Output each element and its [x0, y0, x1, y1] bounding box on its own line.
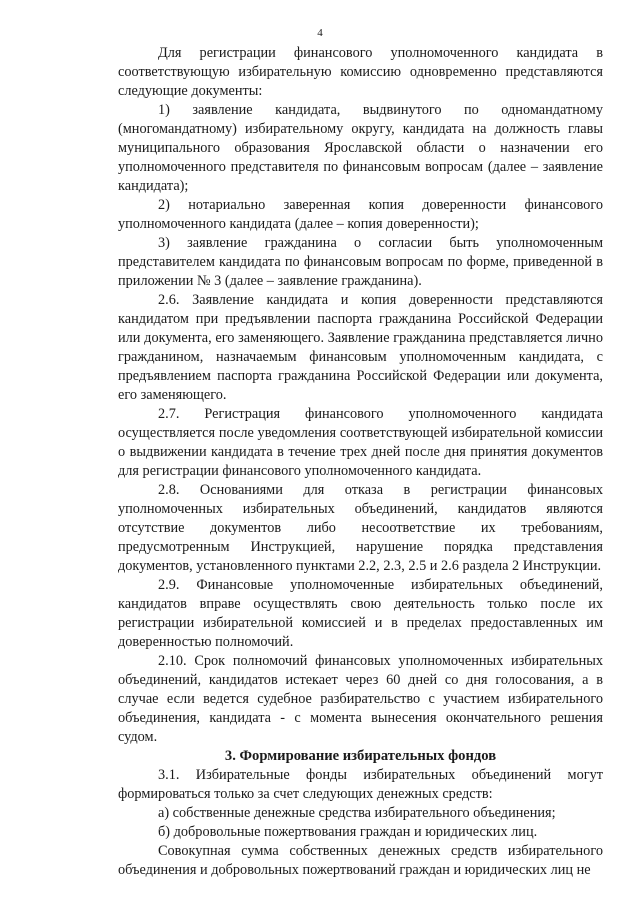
document-body: [118, 44, 603, 880]
paragraph-item-1: 1) заявление кандидата, выдвинутого по одномандатному (многомандатному) избирательному округу, кандидата на должность главы муниципального образования Ярославской области о назначении его уполномоченного представителя по финансовым вопросам (далее – заявление кандидата);: [118, 102, 603, 194]
paragraph-3-1: 3.1. Избирательные фонды избирательных объединений могут формироваться только за счет следующих денежных средств:: [118, 767, 603, 802]
paragraph-2-10: 2.10. Срок полномочий финансовых уполномоченных избирательных объединений, кандидатов истекает через 60 дней со дня голосования, а в случае если ведется судебное разбирательство с участием избирательного объединения, кандидата - с момента вынесения окончательного решения судом.: [118, 653, 603, 745]
paragraph-item-b: б) добровольные пожертвования граждан и юридических лиц.: [158, 824, 538, 840]
paragraph-item-2: 2) нотариально заверенная копия доверенности финансового уполномоченного кандидата (далее – копия доверенности);: [118, 197, 603, 232]
paragraph-2-8: 2.8. Основаниями для отказа в регистрации финансовых уполномоченных избирательных объединений, кандидатов являются отсутствие документов либо несоответствие их требованиям, предусмотренным Инструкцией, нарушение порядка представления документов, установленного пунктами 2.2, 2.3, 2.5 и 2.6 раздела 2 Инструкции.: [118, 482, 603, 574]
section-heading: 3. Формирование избирательных фондов: [224, 748, 497, 764]
paragraph-2-9: 2.9. Финансовые уполномоченные избирательных объединений, кандидатов вправе осуществлять свою деятельность только после их регистрации избирательной комиссией и в пределах предоставленных им доверенностью полномочий.: [118, 577, 603, 650]
paragraph-item-a: а) собственные денежные средства избирательного объединения;: [158, 805, 556, 821]
paragraph-2-6: 2.6. Заявление кандидата и копия доверенности представляются кандидатом при предъявлении паспорта гражданина Российской Федерации или документа, его заменяющего. Заявление гражданина представляется лично гражданином, назначаемым финансовым уполномоченным кандидата, с предъявлением паспорта гражданина Российской Федерации или документа, его заменяющего.: [118, 292, 603, 403]
page-number: 4: [317, 27, 323, 39]
paragraph-intro: Для регистрации финансового уполномоченного кандидата в соответствующую избирательную комиссию одновременно представляются следующие документы:: [118, 45, 603, 99]
paragraph-total-sum: Совокупная сумма собственных денежных средств избирательного объединения и добровольных пожертвований граждан и юридических лиц не: [118, 843, 603, 878]
paragraph-2-7: 2.7. Регистрация финансового уполномоченного кандидата осуществляется после уведомления соответствующей избирательной комиссии о выдвижении кандидата в течение трех дней после дня принятия документов для регистрации финансового уполномоченного кандидата.: [118, 406, 603, 479]
paragraph-item-3: 3) заявление гражданина о согласии быть уполномоченным представителем кандидата по финансовым вопросам по форме, приведенной в приложении № 3 (далее – заявление гражданина).: [118, 235, 603, 289]
